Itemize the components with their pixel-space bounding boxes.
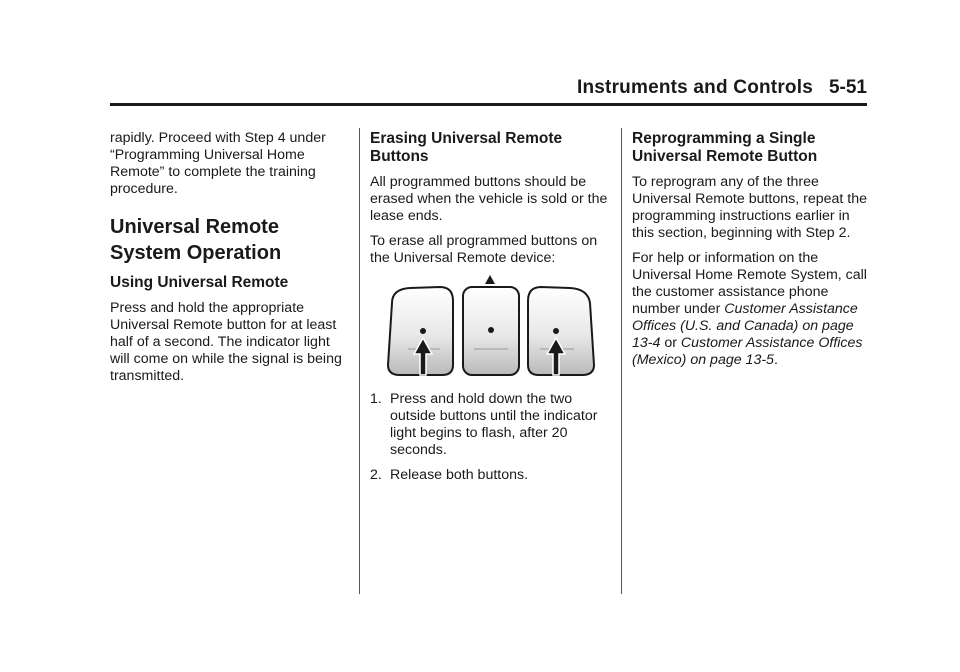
column-right (632, 130, 872, 377)
help-text: For help or information on the Universal Home Remote System, call the customer assistance phone number under (632, 250, 867, 317)
erase-paragraph-1: All programmed buttons should be erased when the vehicle is sold or the lease ends. (370, 174, 608, 224)
button-dot-icon (488, 327, 494, 333)
help-text-or: or (660, 335, 681, 351)
help-paragraph (632, 250, 872, 369)
list-item (370, 467, 612, 484)
button-dot-icon (420, 328, 426, 334)
heading-erasing: Erasing Universal Remote Buttons (370, 130, 563, 165)
step-text: Press and hold down the two outside buttons until the indicator light begins to flash, after 20 seconds. (390, 391, 598, 458)
step-number: 2. (370, 467, 382, 483)
remote-buttons-diagram (370, 275, 612, 385)
list-item (370, 391, 612, 459)
intro-paragraph: rapidly. Proceed with Step 4 under “Programming Universal Home Remote” to complete the training procedure. (110, 130, 326, 197)
erase-paragraph-2: To erase all programmed buttons on the Universal Remote device: (370, 233, 598, 266)
column-divider (621, 128, 622, 594)
step-number: 1. (370, 391, 382, 407)
subheading-using: Using Universal Remote (110, 274, 289, 291)
column-middle (370, 130, 612, 492)
right-button (528, 287, 594, 375)
column-left (110, 130, 350, 393)
step-text: Release both buttons. (390, 467, 529, 483)
remote-buttons-illustration (370, 275, 612, 385)
indicator-light-icon (485, 275, 495, 284)
heading-reprogramming: Reprogramming a Single Universal Remote Button (632, 130, 818, 165)
cross-reference-link[interactable]: Customer Assistance Offices (Mexico) on page 13-5 (632, 335, 863, 368)
column-divider (359, 128, 360, 594)
erase-steps (370, 391, 612, 484)
help-text-end: . (773, 352, 778, 368)
page-number: 5-51 (828, 77, 867, 98)
reprogram-paragraph: To reprogram any of the three Universal Remote buttons, repeat the programming instructions earlier in this section, beginning with Step 2. (632, 174, 868, 241)
page-header (110, 77, 867, 106)
section-heading: Universal Remote System Operation (110, 216, 282, 264)
button-dot-icon (553, 328, 559, 334)
cross-reference-link[interactable]: Customer Assistance Offices (U.S. and Canada) on page 13-4 (632, 301, 858, 351)
using-paragraph: Press and hold the appropriate Universal Remote button for at least half of a second. The indicator light will come on while the signal is being transmitted. (110, 300, 342, 384)
section-title: Instruments and Controls (577, 77, 813, 98)
